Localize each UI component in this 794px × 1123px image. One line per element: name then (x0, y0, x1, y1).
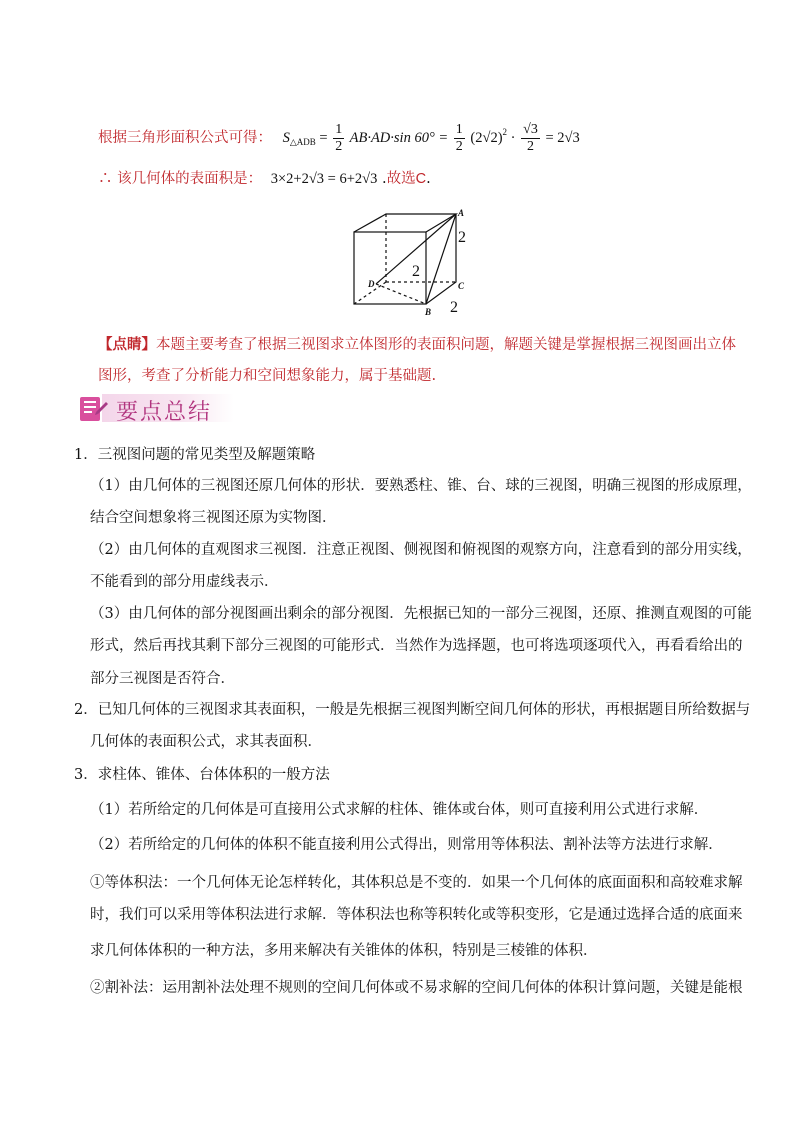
summary-text: 求柱体、锥体、台体体积的一般方法 (97, 767, 330, 783)
summary-text: 已知几何体的三视图求其表面积，一般是先根据三视图判断空间几何体的形状，再根据题目所给数据与 (97, 702, 751, 718)
fraction-sqrt3-over-2: $\frac{√3}{2}$ (523, 122, 538, 155)
surface-area-line: ∴ 该几何体的表面积是： 3×2+2√3 = 6+2√3 .故选C. (98, 171, 431, 187)
summary-line (90, 604, 752, 624)
summary-number: 1． (74, 447, 98, 463)
summary-text: 几何体的表面积公式，求其表面积． (90, 734, 322, 750)
summary-text: 求几何体体积的一种方法，多用来解决有关锥体的体积，特别是三棱锥的体积． (90, 943, 598, 959)
area-formula-prefix: 根据三角形面积公式可得： (98, 130, 272, 146)
summary-number: 2． (74, 702, 98, 718)
comment-tag: 【点睛】 (98, 336, 156, 353)
answer-prefix: 故选 (386, 171, 416, 187)
summary-line (90, 732, 322, 752)
summary-line (90, 636, 743, 656)
summary-text: （3）由几何体的部分视图画出剩余的部分视图．先根据已知的一部分三视图，还原、推测直观图的可能 (90, 606, 752, 622)
summary-line (90, 508, 337, 528)
summary-line (90, 835, 723, 855)
section-banner (74, 392, 234, 426)
summary-line (90, 873, 743, 893)
summary-line (90, 476, 752, 496)
summary-text: 不能看到的部分用虚线表示． (90, 574, 279, 590)
summary-line (90, 669, 235, 689)
summary-text: （2）若所给定的几何体的体积不能直接利用公式得出，则常用等体积法、割补法等方法进行求解． (90, 837, 723, 853)
area-formula: $S_{\triangle ADB}$ = $\frac{1}{2}$ AB·AD·sin 60° = $\frac{1}{2}$ $(2√2)^2$ · $\frac{√3}{2}$ = 2√3 (282, 122, 580, 155)
summary-text: ①等体积法：一个几何体无论怎样转化，其体积总是不变的．如果一个几何体的底面面积和高较难求解 (90, 875, 743, 891)
summary-text: 形式，然后再找其剩下部分三视图的可能形式．当然作为选择题，也可将选项逐项代入，再看看给出的 (90, 638, 743, 654)
surface-area-formula: 3×2+2√3 = 6+2√3 (270, 171, 378, 187)
cube-top-face (354, 214, 456, 232)
label-D: D (368, 279, 375, 289)
comment-line-1 (98, 335, 736, 355)
comment-text-1: 本题主要考查了根据三视图求立体图形的表面积问题，解题关键是掌握根据三视图画出立体 (156, 337, 736, 353)
fraction-half-2: $\frac{1}{2}$ (455, 122, 463, 155)
comment-line-2 (98, 366, 436, 386)
summary-line (90, 941, 598, 961)
label-A: A (458, 208, 465, 218)
area-formula-line (98, 114, 580, 155)
summary-number: 3． (74, 767, 98, 783)
comment-text-2: 图形，考查了分析能力和空间想象能力，属于基础题. (98, 368, 437, 384)
summary-line (90, 572, 279, 592)
surface-area-prefix: ∴ 该几何体的表面积是： (98, 171, 263, 187)
summary-text: 结合空间想象将三视图还原为实物图． (90, 510, 337, 526)
answer-choice: C (415, 171, 427, 187)
edge-label-right: 2 (458, 229, 466, 246)
summary-line (90, 800, 708, 820)
edge-label-inner: 2 (412, 263, 420, 280)
summary-line (90, 540, 752, 560)
notebook-icon (74, 392, 110, 426)
label-C: C (458, 281, 465, 291)
summary-text: （1）若所给定的几何体是可直接用公式求解的柱体、锥体或台体，则可直接利用公式进行求解． (90, 802, 709, 818)
edge-label-bottom: 2 (450, 299, 458, 316)
summary-line (90, 978, 743, 998)
summary-line (74, 765, 330, 785)
summary-text: 部分三视图是否符合． (90, 671, 235, 687)
summary-text: （2）由几何体的直观图求三视图．注意正视图、侧视图和俯视图的观察方向，注意看到的部分用实线， (90, 542, 752, 558)
summary-text: ②割补法：运用割补法处理不规则的空间几何体或不易求解的空间几何体的体积计算问题，关键是能根 (90, 980, 743, 996)
section-title: 要点总结 (116, 400, 213, 425)
summary-line (74, 700, 750, 720)
summary-line (90, 905, 743, 925)
cube-figure (340, 204, 490, 324)
summary-text: 时，我们可以采用等体积法进行求解．等体积法也称等积转化或等积变形，它是通过选择合适的底面来 (90, 907, 743, 923)
label-B: B (425, 307, 432, 317)
summary-text: （1）由几何体的三视图还原几何体的形状．要熟悉柱、锥、台、球的三视图，明确三视图的形成原理， (90, 478, 752, 494)
summary-line (74, 445, 315, 465)
fraction-half: $\frac{1}{2}$ (335, 122, 343, 155)
summary-text: 三视图问题的常见类型及解题策略 (97, 447, 316, 463)
